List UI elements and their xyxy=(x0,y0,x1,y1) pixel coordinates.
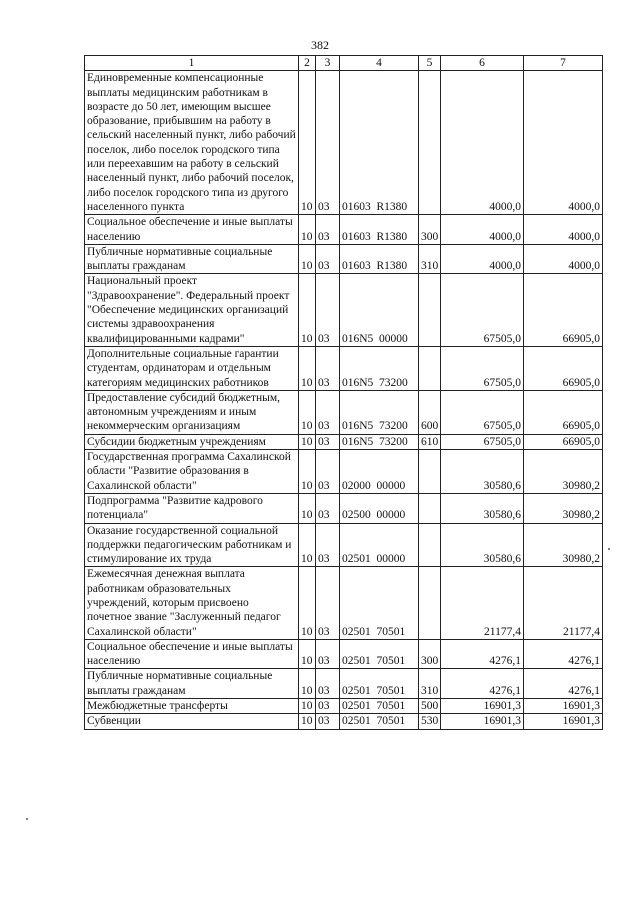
table-row xyxy=(85,71,603,215)
row-amount-col7: 4000,0 xyxy=(524,215,603,245)
row-amount-col6: 30580,6 xyxy=(441,523,524,567)
column-header: 5 xyxy=(419,56,441,71)
row-amount-col6: 30580,6 xyxy=(441,450,524,494)
row-target-article: 016N5 73200 xyxy=(340,346,419,390)
row-section: 10 xyxy=(299,215,316,245)
scan-speck xyxy=(608,548,610,550)
row-section: 10 xyxy=(299,274,316,346)
row-target-article: 02501 00000 xyxy=(340,523,419,567)
row-section: 10 xyxy=(299,71,316,215)
row-amount-col7: 4276,1 xyxy=(524,639,603,669)
row-subsection: 03 xyxy=(316,699,340,714)
row-amount-col7: 4276,1 xyxy=(524,669,603,699)
table-row xyxy=(85,523,603,567)
row-expense-type: 530 xyxy=(419,714,441,729)
row-subsection: 03 xyxy=(316,567,340,639)
row-amount-col6: 4276,1 xyxy=(441,669,524,699)
row-expense-type xyxy=(419,71,441,215)
row-target-article: 01603 R1380 xyxy=(340,215,419,245)
row-name: Национальный проект "Здравоохранение". Федеральный проект "Обеспечение медицинских организаций системы здравоохранения квалифицированными кадрами" xyxy=(85,274,299,346)
row-subsection: 03 xyxy=(316,215,340,245)
table-header-row xyxy=(85,56,603,71)
table-row xyxy=(85,567,603,639)
row-expense-type xyxy=(419,274,441,346)
row-name: Предоставление субсидий бюджетным, автономным учреждениям и иным некоммерческим организациям xyxy=(85,390,299,434)
row-amount-col6: 67505,0 xyxy=(441,390,524,434)
row-target-article: 01603 R1380 xyxy=(340,71,419,215)
row-amount-col7: 66905,0 xyxy=(524,434,603,449)
column-header: 6 xyxy=(441,56,524,71)
row-amount-col7: 4000,0 xyxy=(524,71,603,215)
table-row xyxy=(85,669,603,699)
row-amount-col7: 16901,3 xyxy=(524,714,603,729)
column-header: 1 xyxy=(85,56,299,71)
row-target-article: 016N5 00000 xyxy=(340,274,419,346)
row-target-article: 016N5 73200 xyxy=(340,434,419,449)
row-subsection: 03 xyxy=(316,523,340,567)
row-subsection: 03 xyxy=(316,434,340,449)
row-name: Публичные нормативные социальные выплаты гражданам xyxy=(85,669,299,699)
table-row xyxy=(85,274,603,346)
row-name: Межбюджетные трансферты xyxy=(85,699,299,714)
scan-speck xyxy=(26,818,28,820)
row-section: 10 xyxy=(299,346,316,390)
table-row xyxy=(85,639,603,669)
row-subsection: 03 xyxy=(316,669,340,699)
row-expense-type: 500 xyxy=(419,699,441,714)
row-amount-col6: 16901,3 xyxy=(441,699,524,714)
row-amount-col6: 4276,1 xyxy=(441,639,524,669)
row-amount-col6: 67505,0 xyxy=(441,434,524,449)
row-name: Оказание государственной социальной поддержки педагогическим работникам и стимулирование их труда xyxy=(85,523,299,567)
row-subsection: 03 xyxy=(316,639,340,669)
row-target-article: 02501 70501 xyxy=(340,639,419,669)
column-header: 7 xyxy=(524,56,603,71)
table-row xyxy=(85,699,603,714)
row-expense-type xyxy=(419,523,441,567)
row-amount-col7: 30980,2 xyxy=(524,493,603,523)
table-row xyxy=(85,434,603,449)
row-section: 10 xyxy=(299,699,316,714)
row-amount-col6: 4000,0 xyxy=(441,215,524,245)
row-expense-type xyxy=(419,493,441,523)
row-expense-type: 310 xyxy=(419,244,441,274)
row-section: 10 xyxy=(299,639,316,669)
table-row xyxy=(85,450,603,494)
budget-table xyxy=(84,55,603,730)
row-expense-type xyxy=(419,567,441,639)
row-subsection: 03 xyxy=(316,493,340,523)
row-amount-col7: 66905,0 xyxy=(524,274,603,346)
row-section: 10 xyxy=(299,669,316,699)
row-amount-col7: 66905,0 xyxy=(524,390,603,434)
table-body xyxy=(85,71,603,729)
row-amount-col7: 16901,3 xyxy=(524,699,603,714)
row-section: 10 xyxy=(299,714,316,729)
row-amount-col6: 21177,4 xyxy=(441,567,524,639)
row-amount-col6: 67505,0 xyxy=(441,346,524,390)
row-name: Социальное обеспечение и иные выплаты населению xyxy=(85,215,299,245)
row-amount-col6: 30580,6 xyxy=(441,493,524,523)
row-section: 10 xyxy=(299,567,316,639)
row-target-article: 016N5 73200 xyxy=(340,390,419,434)
row-amount-col7: 30980,2 xyxy=(524,523,603,567)
row-target-article: 01603 R1380 xyxy=(340,244,419,274)
row-subsection: 03 xyxy=(316,244,340,274)
row-target-article: 02500 00000 xyxy=(340,493,419,523)
row-section: 10 xyxy=(299,493,316,523)
row-amount-col6: 4000,0 xyxy=(441,244,524,274)
row-name: Дополнительные социальные гарантии студентам, ординаторам и отдельным категориям медицинских работников xyxy=(85,346,299,390)
row-expense-type: 600 xyxy=(419,390,441,434)
row-amount-col7: 66905,0 xyxy=(524,346,603,390)
row-amount-col6: 16901,3 xyxy=(441,714,524,729)
table-row xyxy=(85,244,603,274)
table-row xyxy=(85,714,603,729)
row-expense-type xyxy=(419,450,441,494)
row-amount-col6: 4000,0 xyxy=(441,71,524,215)
row-name: Подпрограмма "Развитие кадрового потенциала" xyxy=(85,493,299,523)
row-section: 10 xyxy=(299,450,316,494)
table-row xyxy=(85,215,603,245)
row-expense-type: 300 xyxy=(419,639,441,669)
row-expense-type xyxy=(419,346,441,390)
row-subsection: 03 xyxy=(316,450,340,494)
page-number: 382 xyxy=(311,38,329,52)
row-subsection: 03 xyxy=(316,71,340,215)
row-amount-col7: 4000,0 xyxy=(524,244,603,274)
row-expense-type: 310 xyxy=(419,669,441,699)
row-name: Социальное обеспечение и иные выплаты населению xyxy=(85,639,299,669)
row-section: 10 xyxy=(299,390,316,434)
row-subsection: 03 xyxy=(316,274,340,346)
row-name: Субвенции xyxy=(85,714,299,729)
row-section: 10 xyxy=(299,523,316,567)
row-target-article: 02501 70501 xyxy=(340,567,419,639)
row-target-article: 02501 70501 xyxy=(340,699,419,714)
column-header: 3 xyxy=(316,56,340,71)
table-row xyxy=(85,346,603,390)
row-name: Государственная программа Сахалинской области "Развитие образования в Сахалинской области" xyxy=(85,450,299,494)
row-target-article: 02000 00000 xyxy=(340,450,419,494)
row-target-article: 02501 70501 xyxy=(340,669,419,699)
row-name: Публичные нормативные социальные выплаты гражданам xyxy=(85,244,299,274)
row-section: 10 xyxy=(299,434,316,449)
row-target-article: 02501 70501 xyxy=(340,714,419,729)
row-subsection: 03 xyxy=(316,346,340,390)
row-amount-col7: 21177,4 xyxy=(524,567,603,639)
table-row xyxy=(85,493,603,523)
row-amount-col6: 67505,0 xyxy=(441,274,524,346)
row-name: Единовременные компенсационные выплаты медицинским работникам в возрасте до 50 лет, имеющим высшее образование, прибывшим на работу в сельский населенный пункт, либо рабочий поселок, либо поселок городского типа или переехавшим на работу в сельский населенный пункт, либо рабочий поселок, либо поселок городского типа из другого населенного пункта xyxy=(85,71,299,215)
row-expense-type: 300 xyxy=(419,215,441,245)
row-subsection: 03 xyxy=(316,390,340,434)
row-name: Ежемесячная денежная выплата работникам образовательных учреждений, которым присвоено почетное звание "Заслуженный педагог Сахалинской области" xyxy=(85,567,299,639)
row-name: Субсидии бюджетным учреждениям xyxy=(85,434,299,449)
row-expense-type: 610 xyxy=(419,434,441,449)
table-row xyxy=(85,390,603,434)
row-subsection: 03 xyxy=(316,714,340,729)
row-section: 10 xyxy=(299,244,316,274)
column-header: 4 xyxy=(340,56,419,71)
column-header: 2 xyxy=(299,56,316,71)
row-amount-col7: 30980,2 xyxy=(524,450,603,494)
